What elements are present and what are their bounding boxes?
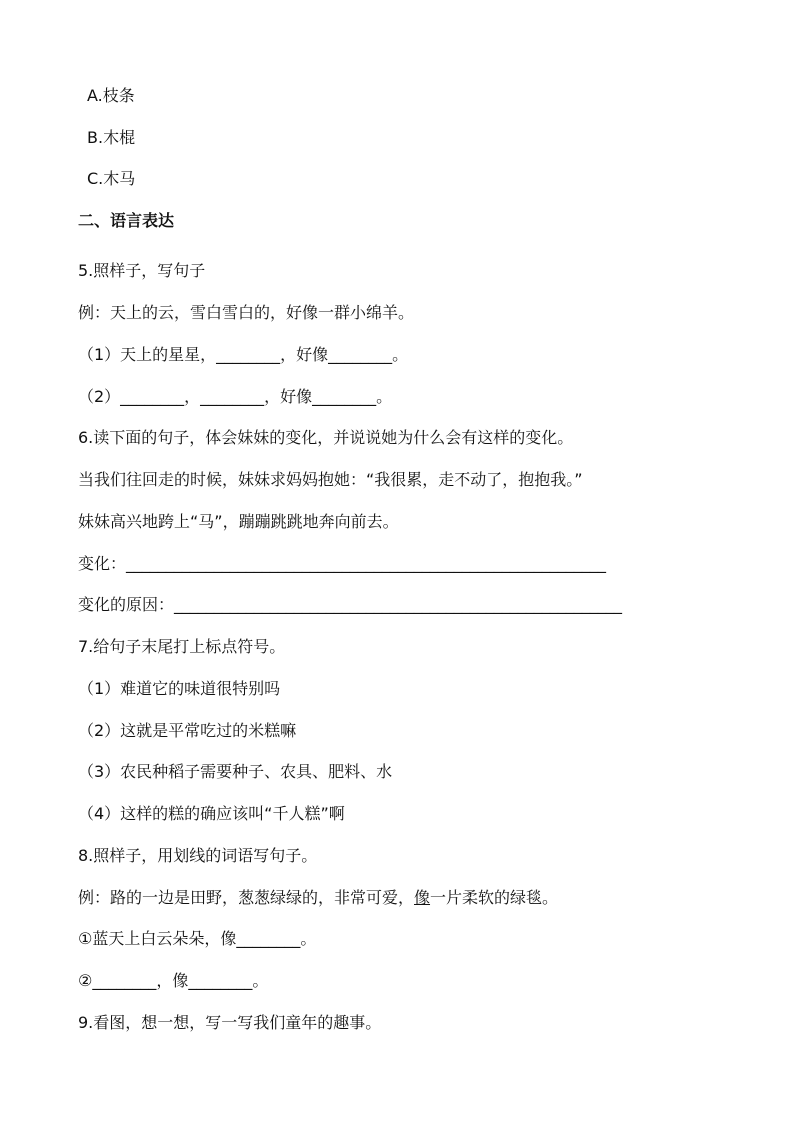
option-b: B.木棍 [87, 128, 136, 147]
q8-example-after: 一片柔软的绿毯。 [430, 888, 559, 907]
section-heading: 二、语言表达 [78, 211, 175, 230]
q7-item-4: （4）这样的糕的确应该叫“千人糕”啊 [78, 804, 345, 823]
q5-item-1: （1）天上的星星，________，好像________。 [78, 345, 409, 364]
q8-item-1: ①蓝天上白云朵朵，像________。 [78, 929, 317, 948]
q8-example-underlined: 像 [414, 888, 431, 907]
q7-title: 7.给句子末尾打上标点符号。 [78, 637, 286, 656]
q6-change-blank: 变化：____________________________________________________________ [78, 554, 607, 573]
q5-example: 例：天上的云，雪白雪白的，好像一群小绵羊。 [78, 303, 415, 322]
q7-item-2: （2）这就是平常吃过的米糕嘛 [78, 721, 297, 740]
q6-reason-blank: 变化的原因：________________________________________________________ [78, 595, 623, 614]
q8-example [78, 887, 558, 909]
q7-item-3: （3）农民种稻子需要种子、农具、肥料、水 [78, 762, 393, 781]
option-a: A.枝条 [87, 86, 135, 105]
q8-item-2: ②________，像________。 [78, 971, 269, 990]
q5-title: 5.照样子，写句子 [78, 261, 206, 280]
q6-sentence-1: 当我们往回走的时候，妹妹求妈妈抱她：“我很累，走不动了，抱抱我。” [78, 470, 583, 489]
q9-title: 9.看图，想一想，写一写我们童年的趣事。 [78, 1013, 382, 1032]
q8-title: 8.照样子，用划线的词语写句子。 [78, 846, 318, 865]
q6-sentence-2: 妹妹高兴地跨上“马”，蹦蹦跳跳地奔向前去。 [78, 512, 399, 531]
option-c: C.木马 [87, 169, 136, 188]
q7-item-1: （1）难道它的味道很特别吗 [78, 679, 281, 698]
q5-item-2: （2）________，________，好像________。 [78, 387, 393, 406]
q8-example-before: 例：路的一边是田野，葱葱绿绿的，非常可爱， [78, 888, 415, 907]
q6-title: 6.读下面的句子，体会妹妹的变化，并说说她为什么会有这样的变化。 [78, 428, 574, 447]
